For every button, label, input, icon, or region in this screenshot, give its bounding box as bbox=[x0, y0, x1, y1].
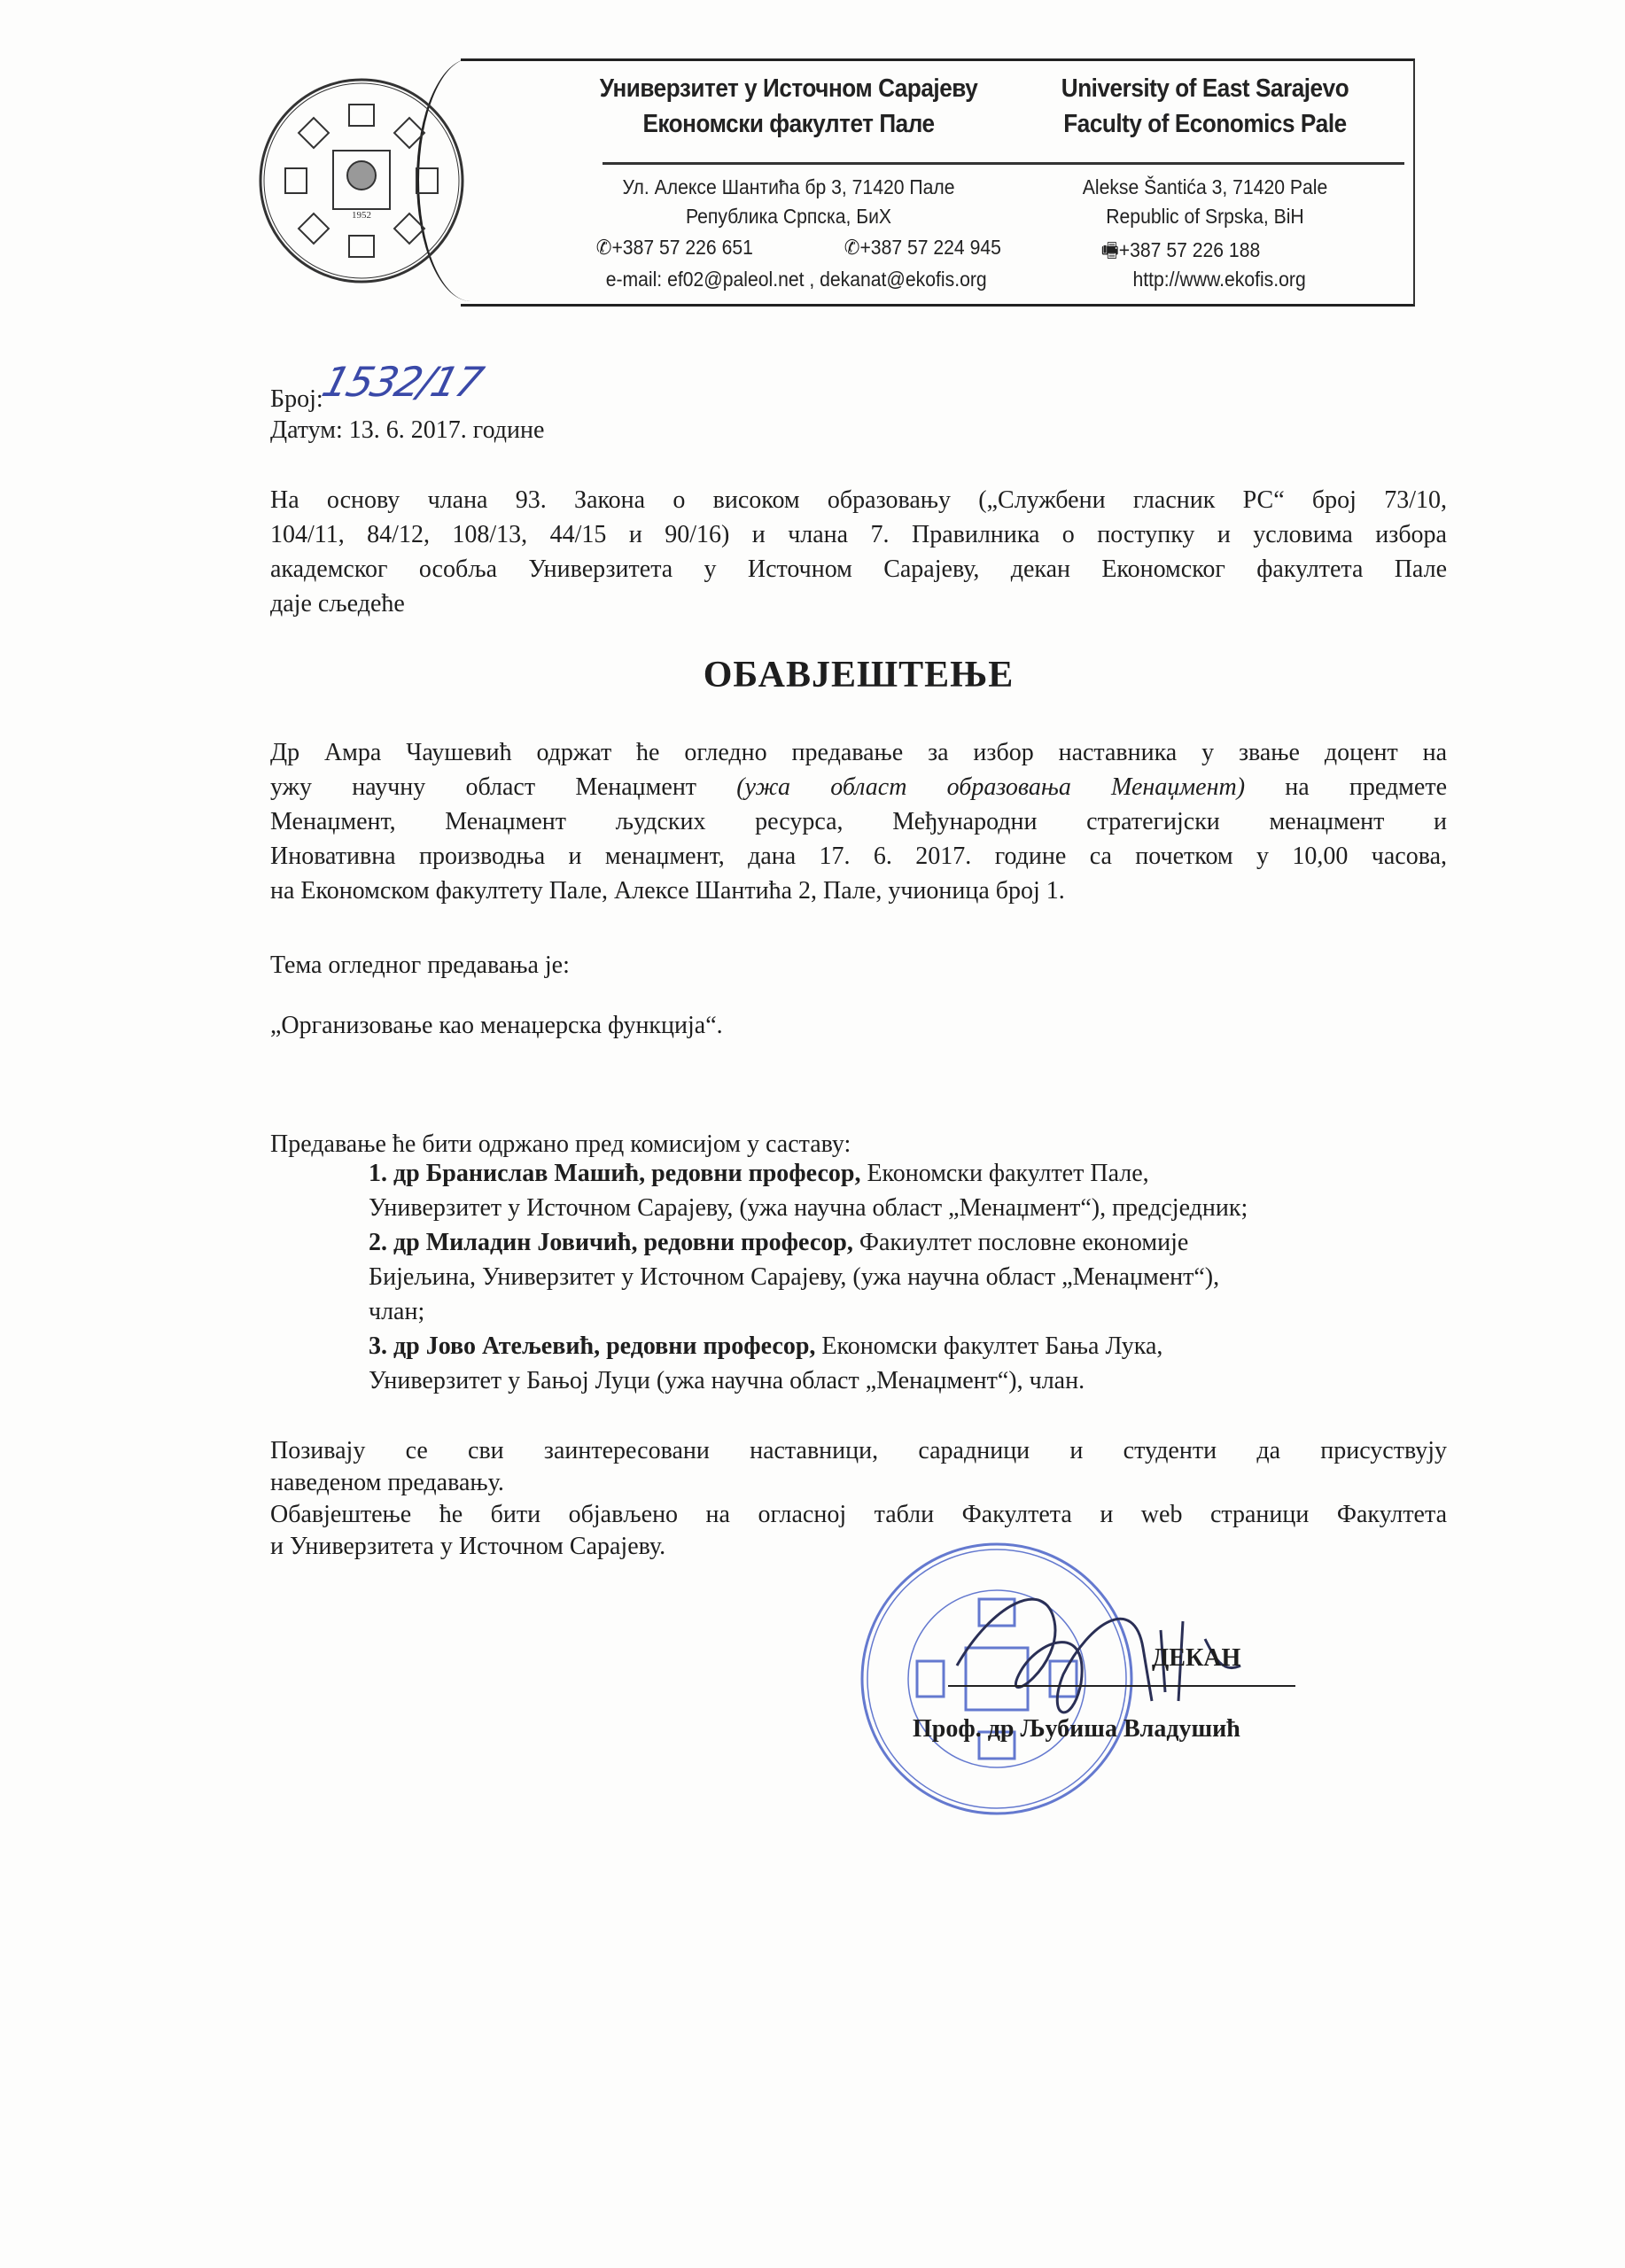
handwritten-number: 1532/17 bbox=[316, 358, 487, 406]
university-name-en: University of East Sarajevo bbox=[1061, 74, 1349, 103]
phone-icon: ✆ bbox=[595, 236, 612, 259]
lecture-topic: „Организовање као менаџерска функција“. bbox=[270, 1012, 723, 1039]
committee-intro: Предавање ће бити одржано пред комисијом у саставу: bbox=[270, 1130, 851, 1158]
address-sr-line1: Ул. Алексе Шантића бр 3, 71420 Пале bbox=[622, 175, 955, 198]
signatory-role: ДЕКАН bbox=[1152, 1644, 1241, 1672]
university-name-sr: Универзитет у Источном Сарајеву bbox=[599, 74, 978, 103]
intro-paragraph: На основу члана 93. Закона о високом образовању („Службени гласник РС“ број 73/10, 104/11, 84/12, 108/13, 44/15 и 90/16) и члана 7. Правилника о поступку и условима избора академског особља Универзитета у Источном Сарајеву, декан Економског факултета Пале даје сљедеће bbox=[270, 486, 1447, 617]
closing-paragraph: Позивају се сви заинтересовани наставници, сарадници и студенти да присуствују наведеном предавању. Обавјештење ће бити објављено на огласној табли Факултета и web страници Факултета и Универзитета у Источном Сарајеву. bbox=[270, 1437, 1447, 1560]
phone-2: ✆+387 57 224 945 bbox=[844, 236, 1001, 259]
phone-icon: ✆ bbox=[844, 236, 860, 259]
committee-member: 1. др Бранислав Машић, редовни професор, Економски факултет Пале, bbox=[369, 1160, 1149, 1187]
phone-1: ✆+387 57 226 651 bbox=[595, 236, 753, 259]
address-sr-line2: Република Српска, БиХ bbox=[685, 205, 892, 228]
fax: 🖷+387 57 226 188 bbox=[1100, 238, 1261, 261]
address-en-line1: Alekse Šantića 3, 71420 Pale bbox=[1082, 175, 1328, 198]
committee-member: 3. др Јово Атељевић, редовни професор, Економски факултет Бања Лука, bbox=[369, 1332, 1163, 1360]
signatory-name: Проф. др Љубиша Владушић bbox=[913, 1715, 1240, 1743]
document-number: Број:1532/17 bbox=[270, 358, 487, 413]
faculty-name-en: Faculty of Economics Pale bbox=[1063, 110, 1347, 138]
email-line[interactable]: e-mail: ef02@paleol.net , dekanat@ekofis.org bbox=[605, 268, 987, 291]
faculty-name-sr: Економски факултет Пале bbox=[642, 110, 935, 138]
letterhead-divider bbox=[603, 162, 1404, 165]
address-en-line2: Republic of Srpska, BiH bbox=[1106, 205, 1304, 228]
announcement-paragraph: Др Амра Чаушевић одржат ће огледно предавање за избор наставника у звање доцент на ужу научну област Менаџмент (ужа област образовања Менаџмент) на предмете Менаџмент, Менаџмент људских ресурса, Међународни стратегијски менаџмент и Иновативна производња и менаџмент, дана 17. 6. 2017. године са почетком у 10,00 часова, на Економском факултету Пале, Алексе Шантића 2, Пале, учионица број 1. bbox=[270, 739, 1447, 905]
committee-member: 2. др Миладин Јовичић, редовни професор, Факиултет пословне економије bbox=[369, 1229, 1189, 1256]
committee-list: 1. др Бранислав Машић, редовни професор, Економски факултет Пале, Универзитет у Источном Сарајеву, (ужа научна област „Менаџмент“), предсједник; 2. др Миладин Јовичић, редовни професор, Факиултет пословне економије Бијељина, Универзитет у Источном Сарајеву, (ужа научна област „Менаџмент“), члан; 3. др Јово Атељевић, редовни професор, Економски факултет Бања Лука, Универзитет у Бањој Луци (ужа научна област „Менаџмент“), члан. bbox=[369, 1156, 1450, 1398]
university-seal-logo bbox=[257, 76, 466, 285]
document-title: ОБАВЈЕШТЕЊЕ bbox=[703, 655, 1015, 695]
svg-text:1952: 1952 bbox=[352, 210, 371, 221]
signature-line bbox=[948, 1685, 1295, 1687]
topic-label: Тема огледног предавања је: bbox=[270, 951, 570, 979]
document-date: Датум: 13. 6. 2017. године bbox=[270, 416, 545, 444]
fax-icon: 🖷 bbox=[1100, 238, 1119, 261]
website-link[interactable]: http://www.ekofis.org bbox=[1132, 268, 1306, 291]
